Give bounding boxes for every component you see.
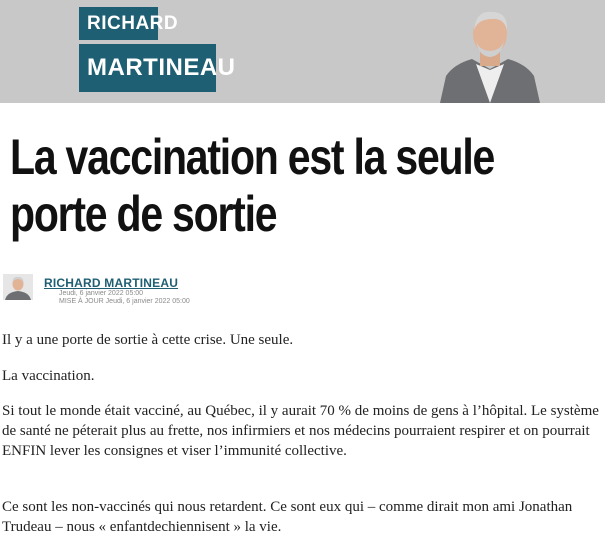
updated-date: MISE À JOUR Jeudi, 6 janvier 2022 05:00	[59, 298, 190, 305]
columnist-last-name: MARTINEAU	[79, 44, 216, 92]
byline	[3, 274, 303, 306]
article-paragraph: La vaccination.	[2, 368, 95, 384]
author-link[interactable]: RICHARD MARTINEAU	[44, 276, 179, 290]
author-avatar[interactable]	[3, 274, 33, 300]
article-paragraph: Il y a une porte de sortie à cette crise. Une seule.	[2, 332, 294, 348]
article-paragraph: Ce sont les non-vaccinés qui nous retardent. Ce sont eux qui – comme dirait mon ami Jonathan Trudeau – nous « enfantdechiennisent » la vie.	[2, 499, 573, 535]
published-date: Jeudi, 6 janvier 2022 05:00	[59, 290, 144, 297]
columnist-portrait	[440, 4, 540, 103]
article-headline: La vaccination est la seule porte de sortie	[10, 129, 495, 242]
columnist-banner	[0, 0, 605, 103]
article-paragraph: Si tout le monde était vacciné, au Québec, il y aurait 70 % de moins de gens à l’hôpital. Le système de santé ne péterait plus au frette, nos infirmiers et nos médecins pourraient respirer et on pourrait ENFIN lever les consignes et viser l’immunité collective.	[2, 403, 599, 459]
columnist-first-name: RICHARD	[79, 7, 158, 40]
